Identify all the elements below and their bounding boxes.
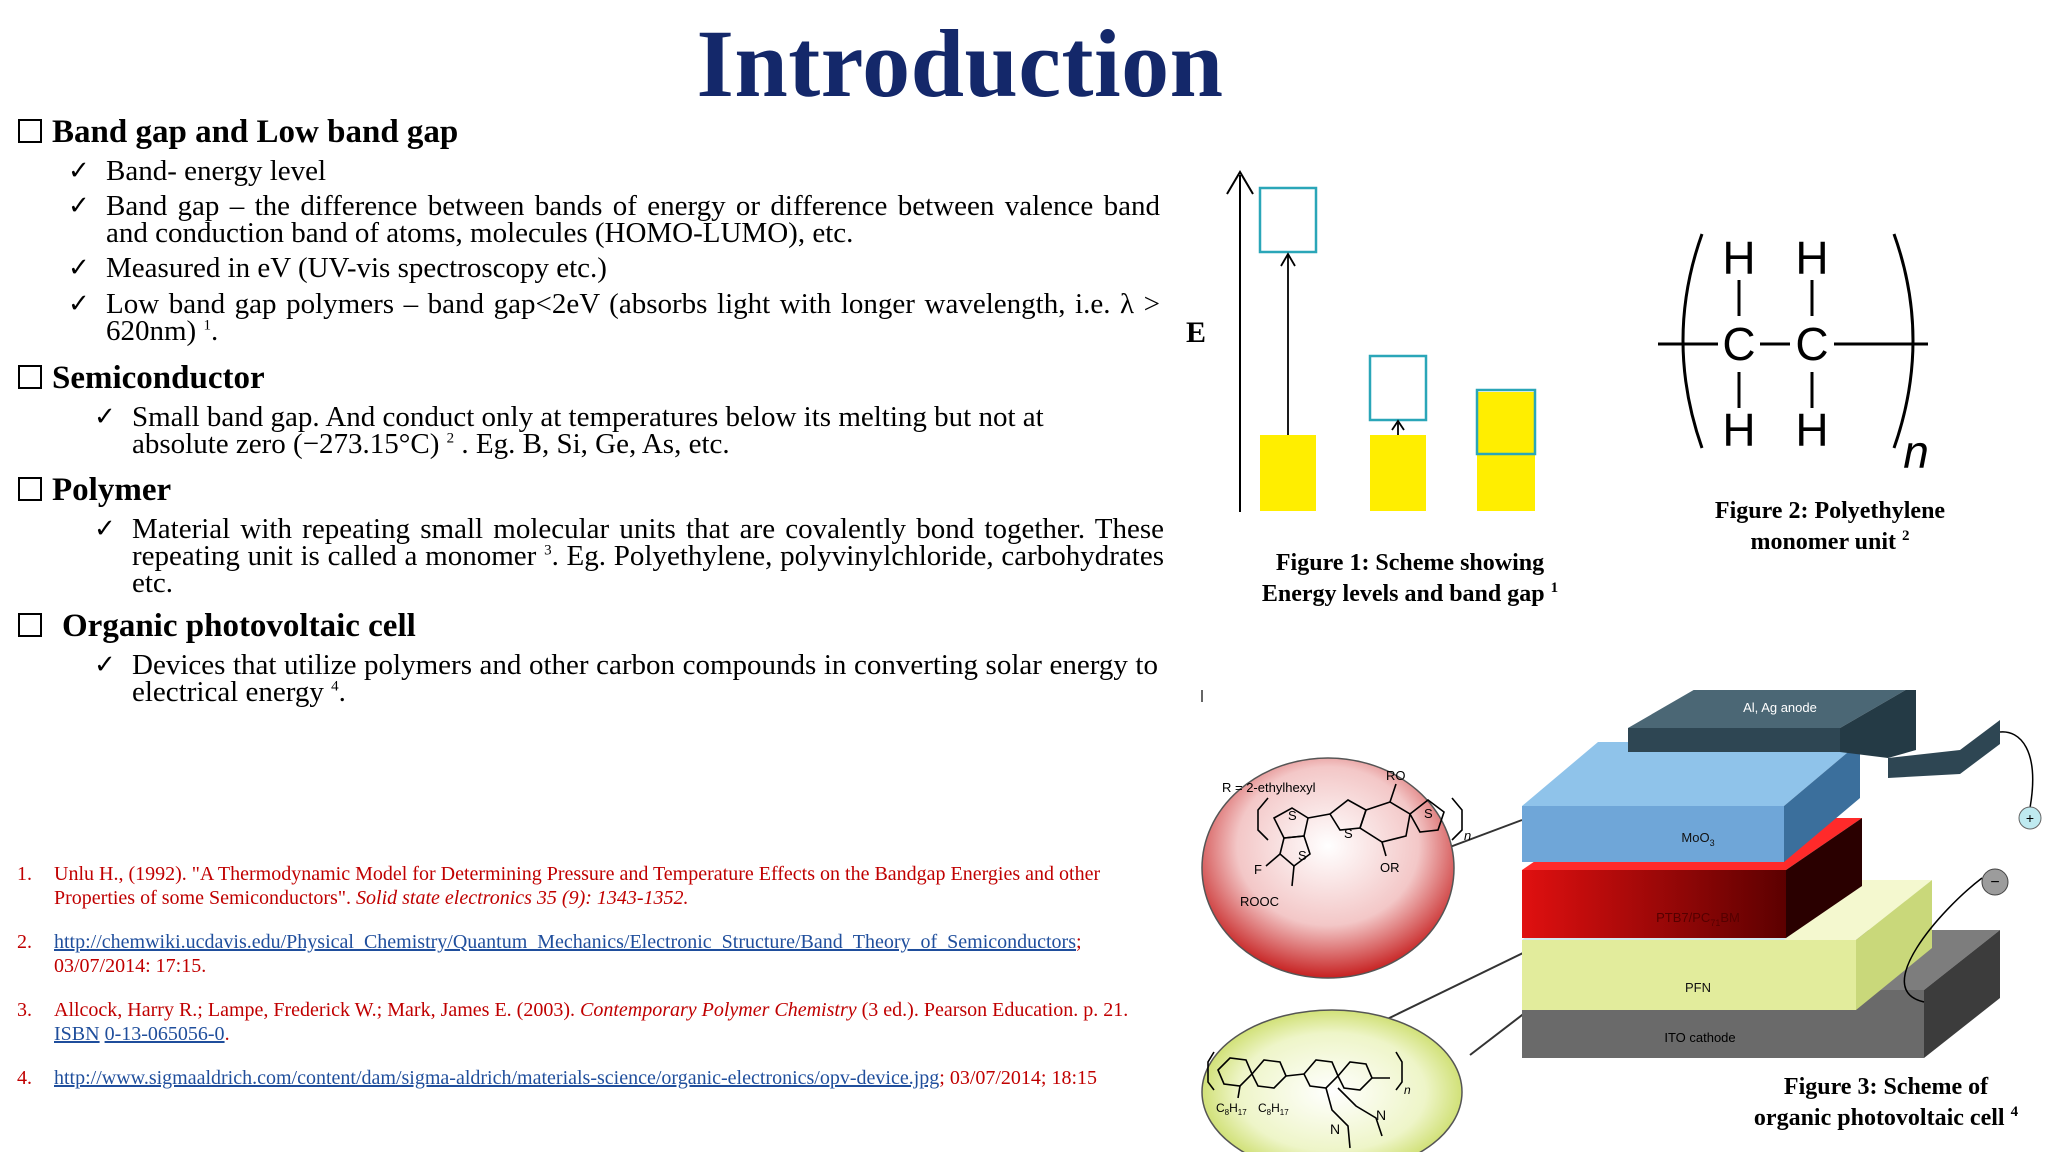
active-layer-label: $PTB7/PC_{71}BM$ (1656, 910, 1740, 928)
ito-cathode-label: ITO cathode (1664, 1030, 1736, 1045)
reference-1: 1. Unlu H., (1992). "A Thermodynamic Model for Determining Pressure and Temperature Effects on the Bandgap Energies and other Properties of some Semiconductors". Solid state electronics 35 (9): 1343-1352. (17, 863, 1101, 909)
figure3-caption: Figure 3: Scheme of organic photovoltaic cell $^4$ (1753, 1074, 2019, 1131)
svg-text:S: S (1424, 806, 1433, 821)
checkbox-bullet-icon (18, 613, 42, 637)
svg-text:S: S (1288, 808, 1297, 823)
left-bracket (1683, 234, 1702, 448)
conduction-band-box (1260, 188, 1316, 252)
svg-text:N: N (1376, 1107, 1387, 1123)
figure1-caption: Figure 1: Scheme showing Energy levels and band gap $^1$ (1261, 550, 1559, 607)
checkbox-bullet-icon (18, 477, 42, 501)
section-heading-polymer: Polymer (18, 472, 171, 509)
valence-band-bar (1477, 392, 1535, 511)
checkmark-icon: ✓ (94, 402, 116, 432)
valence-band-bar (1260, 435, 1316, 511)
svg-text:OR: OR (1380, 860, 1400, 875)
reference-superscript: 4 (331, 678, 339, 695)
svg-text:R = 2-ethylhexyl: R = 2-ethylhexyl (1222, 780, 1316, 795)
list-item: ✓ Devices that utilize polymers and other carbon compounds in converting solar energy to electrical energy $^4$. (94, 649, 1158, 708)
carbon-atom: C (1722, 318, 1756, 370)
svg-text:−: − (1990, 874, 2000, 891)
list-item: ✓ Low band gap polymers – band gap<2eV (absorbs light with longer wavelength, i.e. λ > 620nm) $^1$. (68, 288, 1160, 347)
pfn-molecule (1202, 1010, 1462, 1152)
checkmark-icon: ✓ (94, 514, 116, 544)
reference-superscript: 1 (203, 317, 211, 334)
ptb7-molecule (1202, 758, 1471, 978)
positive-wire (2000, 732, 2033, 808)
right-bracket (1894, 234, 1913, 448)
reference-superscript: 3 (544, 542, 552, 559)
list-item: ✓ Small band gap. And conduct only at temperatures below its melting but not at absolute zero (−273.15°C) $^2$ . Eg. B, Si, Ge, As, etc. (94, 401, 1044, 460)
repeat-subscript-n: n (1903, 426, 1929, 478)
hydrogen-atom: H (1795, 404, 1829, 456)
moo3-label: MoO$_3$ (1681, 830, 1715, 848)
carbon-atom: C (1795, 318, 1829, 370)
section-heading-text: Band gap and Low band gap (52, 114, 459, 150)
reference-superscript: 2 (446, 430, 455, 447)
svg-text:n: n (1404, 1083, 1411, 1097)
pfn-label: PFN (1685, 980, 1711, 995)
svg-text:C8H17: $C_8H_{17}$ (1216, 1101, 1247, 1117)
reference-3: 3. Allcock, Harry R.; Lampe, Frederick W.; Mark, James E. (2003). Contemporary Polymer Chemistry (3 ed.). Pearson Education. p. 21. ISBN 0-13-065056-0. (17, 999, 1129, 1045)
list-item: ✓ Material with repeating small molecular units that are covalently bond together. These repeating unit is called a monomer $^3$. Eg. Polyethylene, polyvinylchloride, carbohydrates etc. (94, 513, 1164, 599)
reference-4: 4. http://www.sigmaaldrich.com/content/dam/sigma-aldrich/materials-science/organic-electronics/opv-device.jpg; 03/07/2014; 18:15 (17, 1067, 1098, 1089)
svg-text:+: + (2025, 810, 2035, 826)
valence-band-bar (1370, 435, 1426, 511)
reference-link[interactable]: http://chemwiki.ucdavis.edu/Physical_Chemistry/Quantum_Mechanics/Electronic_Structure/Band_Theory_of_Semiconductors (54, 931, 1077, 953)
figure1-band-diagram (1180, 160, 1560, 520)
checkmark-icon: ✓ (68, 289, 90, 319)
checkmark-icon: ✓ (68, 253, 90, 283)
svg-text:N: N (1330, 1121, 1341, 1137)
checkmark-icon: ✓ (94, 650, 116, 680)
reference-2: 2. http://chemwiki.ucdavis.edu/Physical_Chemistry/Quantum_Mechanics/Electronic_Structure/Band_Theory_of_Semiconductors; 03/07/2014: 17:15. (17, 931, 1082, 977)
isbn-number-link[interactable]: 0-13-065056-0 (104, 1023, 225, 1045)
hydrogen-atom: H (1722, 232, 1756, 284)
list-item: ✓ Band- energy level (68, 155, 327, 187)
figure2-caption: Figure 2: Polyethylene monomer unit $^2$ (1714, 498, 1946, 555)
svg-text:S: S (1298, 848, 1307, 863)
svg-text:RO: RO (1386, 768, 1406, 783)
checkmark-icon: ✓ (68, 191, 90, 221)
svg-text:S: S (1344, 826, 1353, 841)
checkbox-bullet-icon (18, 365, 42, 389)
figure2-polyethylene-structure (1658, 220, 1938, 480)
section-heading-opv: Organic photovoltaic cell (18, 608, 416, 645)
svg-text:F: F (1254, 862, 1262, 877)
isbn-link[interactable]: ISBN (54, 1023, 100, 1045)
hydrogen-atom: H (1795, 232, 1829, 284)
list-item: ✓ Measured in eV (UV-vis spectroscopy etc.) (68, 252, 607, 284)
svg-text:ROOC: ROOC (1240, 894, 1279, 909)
energy-axis-label: E (1186, 316, 1207, 349)
checkmark-icon: ✓ (68, 156, 90, 186)
energy-axis (1227, 172, 1253, 512)
anode-label: Al, Ag anode (1743, 700, 1817, 715)
svg-text:n: n (1464, 828, 1472, 843)
list-item: ✓ Band gap – the difference between bands of energy or difference between valence band and conduction band of atoms, molecules (HOMO-LUMO), etc. (68, 190, 1160, 249)
checkbox-bullet-icon (18, 119, 42, 143)
section-heading-band-gap (18, 114, 458, 151)
reference-link[interactable]: http://www.sigmaaldrich.com/content/dam/sigma-aldrich/materials-science/organic-electronics/opv-device.jpg (54, 1067, 940, 1089)
svg-text:C8H17: $C_8H_{17}$ (1258, 1101, 1289, 1117)
hydrogen-atom: H (1722, 404, 1756, 456)
slide-title: Introduction (696, 10, 1224, 117)
conduction-band-box (1370, 356, 1426, 420)
section-heading-semiconductor: Semiconductor (18, 360, 265, 397)
